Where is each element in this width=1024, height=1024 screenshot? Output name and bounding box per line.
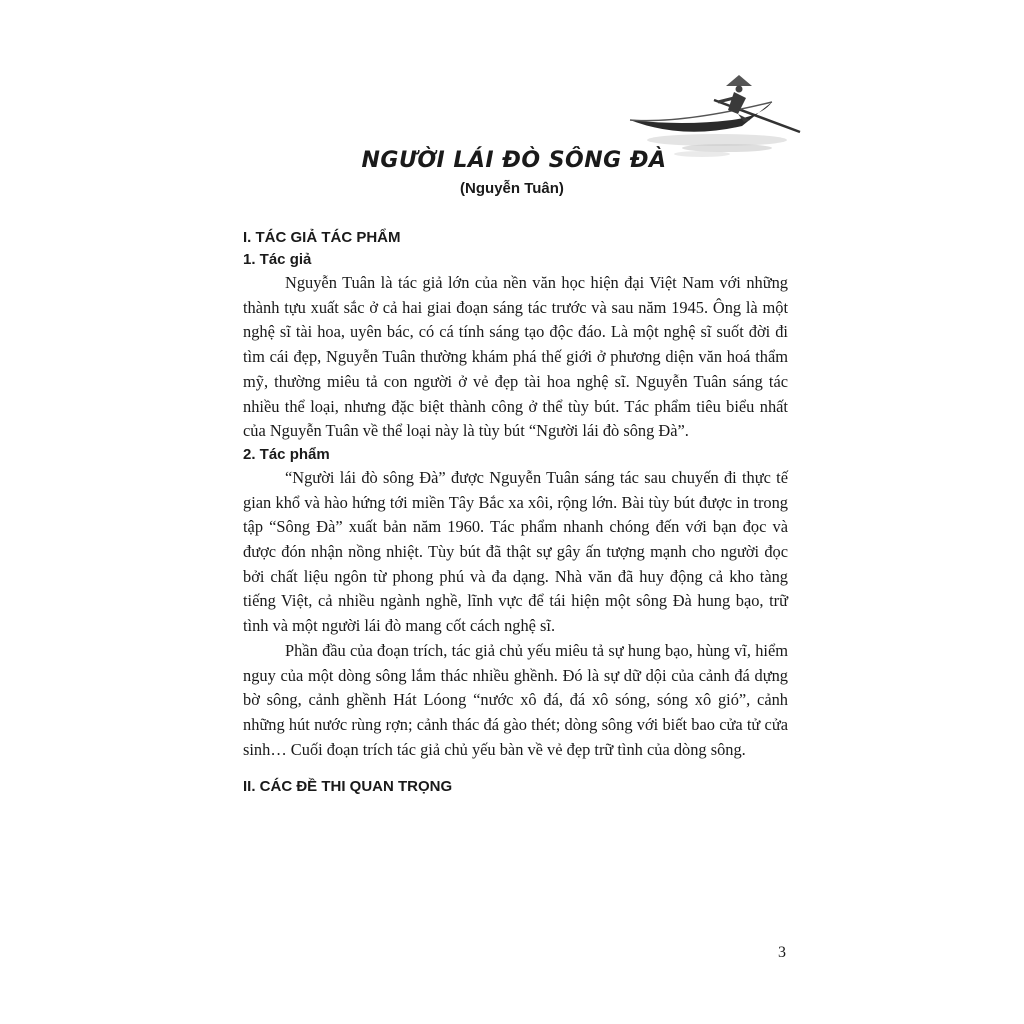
section-heading-2: II. CÁC ĐỀ THI QUAN TRỌNG bbox=[243, 778, 453, 796]
paragraph-work-1: “Người lái đò sông Đà” được Nguyễn Tuân sáng tác sau chuyến đi thực tế gian khổ và hào hứng tới miền Tây Bắc xa xôi, rộng lớn. Bài tùy bút được in trong tập “Sông Đà” xuất bản năm 1960. Tác phẩm nhanh chóng đến với bạn đọc và được đón nhận nồng nhiệt. Tùy bút đã thật sự gây ấn tượng mạnh cho người đọc bởi chất liệu ngôn từ phong phú và đa dạng. Nhà văn đã huy động cả kho tàng tiếng Việt, cả nhiều ngành nghề, lĩnh vực để tái hiện một sông Đà hung bạo, trữ tình và một người lái đò mang cốt cách nghệ sĩ. bbox=[243, 467, 788, 636]
page-number: 3 bbox=[778, 944, 786, 961]
page-title: NGƯỜI LÁI ĐÒ SÔNG ĐÀ bbox=[361, 148, 667, 173]
paragraph-author: Nguyễn Tuân là tác giả lớn của nền văn học hiện đại Việt Nam với những thành tựu xuất sắc ở cả hai giai đoạn sáng tác trước và sau năm 1945. Ông là một nghệ sĩ tài hoa, uyên bác, có cá tính sáng tạo độc đáo. Là một nghệ sĩ suốt đời đi tìm cái đẹp, Nguyễn Tuân thường khám phá thế giới ở phương diện văn hoá thẩm mỹ, thường miêu tả con người ở vẻ đẹp tài hoa nghệ sĩ. Nguyễn Tuân sáng tác nhiều thể loại, nhưng đặc biệt thành công ở thể tùy bút. Tác phẩm tiêu biểu nhất của Nguyễn Tuân về thể loại này là tùy bút “Người lái đò sông Đà”. bbox=[243, 273, 788, 441]
author-name: (Nguyễn Tuân) bbox=[460, 180, 564, 197]
section-heading-1: I. TÁC GIẢ TÁC PHẨM bbox=[243, 229, 401, 246]
paragraph-work-2: Phần đầu của đoạn trích, tác giả chủ yếu miêu tả sự hung bạo, hùng vĩ, hiểm nguy của một dòng sông lắm thác nhiều ghềnh. Đó là sự dữ dội của cảnh đá dựng bờ sông, cảnh ghềnh Hát Lóong “nước xô đá, đá xô sóng, sóng xô gió”, cảnh những hút nước rùng rợn; cảnh thác đá gào thét; dòng sông với biết bao cửa tử cửa sinh… Cuối đoạn trích tác giả chủ yếu bàn về vẻ đẹp trữ tình của dòng sông. bbox=[243, 640, 788, 759]
document-body bbox=[243, 227, 788, 798]
subsection-heading-work: 2. Tác phẩm bbox=[243, 445, 330, 463]
subsection-heading-author: 1. Tác giả bbox=[243, 251, 312, 268]
